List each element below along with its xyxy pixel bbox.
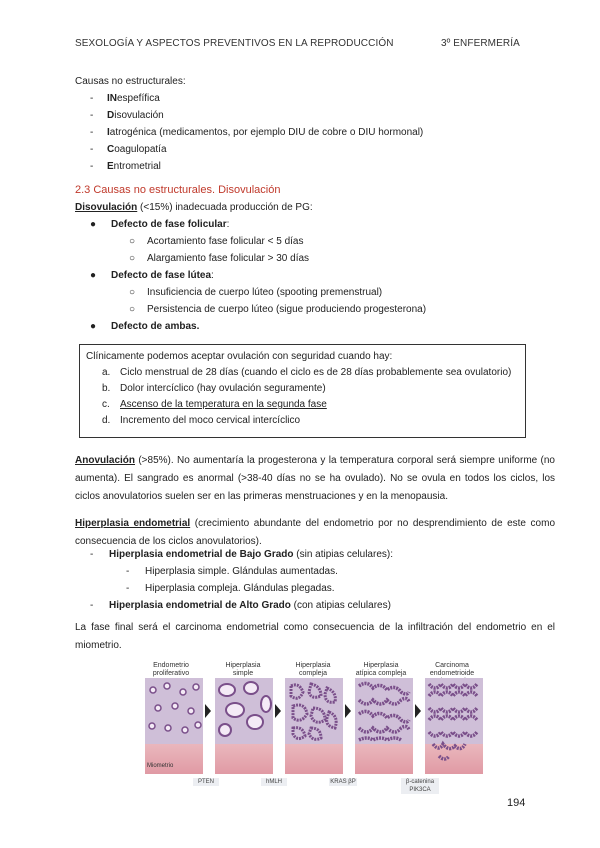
gene-label: KRAS βP (330, 779, 356, 785)
stage-label: Hiperplasia simple (225, 662, 261, 677)
page-number: 194 (507, 797, 526, 809)
hiperplasia-paragraph: Hiperplasia endometrial (crecimiento abundante del endometrio por no desprendimiento de este como consecuencia de los ciclos anovulatorios). (75, 518, 556, 547)
box-intro: Clínicamente podemos aceptar ovulación con seguridad cuando hay: (86, 351, 393, 362)
panel-complex (285, 678, 343, 774)
panel-atypical (355, 678, 413, 774)
gene-label: PTEN (193, 778, 219, 786)
stage-label: Hiperplasia compleja (295, 662, 331, 677)
gene-label: β-catenina PIK3CA (401, 778, 439, 794)
tissue-illustration (143, 678, 483, 788)
header-left: SEXOLOGÍA Y ASPECTOS PREVENTIVOS EN LA REPRODUCCIÓN (75, 38, 394, 49)
stage-label: Hiperplasia atípica compleja (355, 662, 407, 677)
anovulacion-paragraph: Anovulación (>85%). No aumentaría la progesterona y la temperatura corporal será siempre uniforme (no aumenta). El sangrado es anormal (>38-40 días no se ha ovulado). No se ovula en todos los ciclos, los ciclos anovulatorios suelen ser en las primeras menstruaciones y en la menopausia. (75, 455, 555, 502)
header-right: 3º ENFERMERÍA (441, 38, 520, 49)
hyperplasia-figure (143, 660, 483, 793)
panel-carcinoma (425, 678, 483, 774)
disovulacion-line: Disovulación (<15%) inadecuada producción de PG: (75, 202, 313, 213)
panel-proliferative (145, 678, 203, 774)
stage-label: Endometrio proliferativo (152, 662, 190, 677)
causes-intro: Causas no estructurales: (75, 76, 186, 87)
section-title: 2.3 Causas no estructurales. Disovulación (75, 184, 281, 196)
gene-label: hMLH (261, 778, 287, 786)
miometrio-label: Miometrio (147, 763, 174, 769)
clinical-box: Clínicamente podemos aceptar ovulación con seguridad cuando hay: a. Ciclo menstrual de 28 días (cuando el ciclo es de 28 días probablemente sea ovulatorio) b. Dolor intercíclico (hay ovulación seguramente) c. Ascenso de la temperatura en la segunda fase d. Incremento del moco cervical intercíclico (79, 344, 526, 438)
stage-label: Carcinoma endometrioide (429, 662, 475, 677)
panel-simple (215, 678, 273, 774)
final-paragraph: La fase final será el carcinoma endometrial como consecuencia de la infiltración del endometrio en el miometrio. (75, 622, 555, 651)
